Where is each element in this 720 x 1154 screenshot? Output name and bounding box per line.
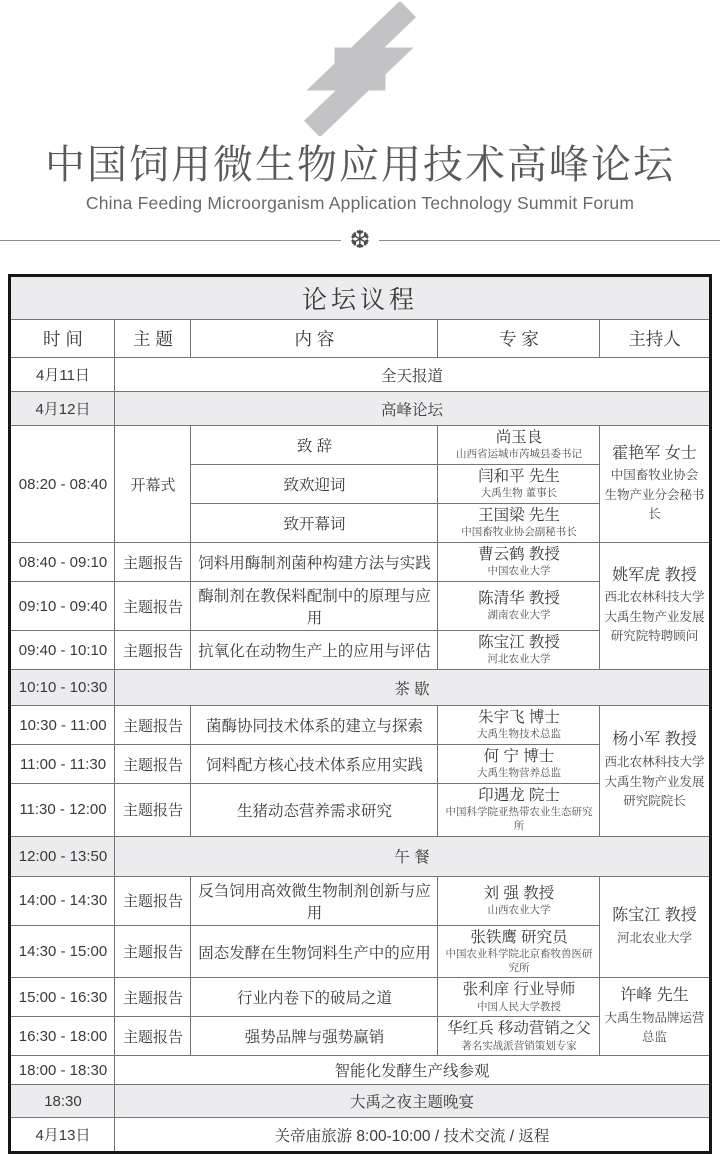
session-label-cell: 茶 歇 (115, 670, 710, 706)
topic-cell: 主题报告 (115, 784, 191, 837)
session-label-cell: 高峰论坛 (115, 392, 710, 426)
expert-affiliation: 湖南农业大学 (487, 609, 551, 622)
divider-line-left (0, 240, 341, 241)
topic-cell: 开幕式 (115, 426, 191, 543)
expert-cell (438, 784, 600, 837)
content-cell: 致 辞 (191, 426, 438, 465)
expert-cell (438, 925, 600, 978)
talk-row (10, 706, 710, 745)
content-cell: 致欢迎词 (191, 465, 438, 504)
column-header-content: 内 容 (191, 320, 438, 358)
host-affiliation-line: 研究院特聘顾问 (610, 629, 699, 644)
topic-cell: 主题报告 (115, 876, 191, 925)
expert-affiliation: 中国科学院亚热带农业生态研究所 (445, 806, 593, 833)
host-name: 杨小军 教授 (612, 731, 697, 749)
column-header-expert: 专 家 (438, 320, 600, 358)
expert-affiliation: 山西农业大学 (487, 904, 551, 917)
agenda-title: 论坛议程 (10, 276, 710, 320)
time-cell: 14:30 - 15:00 (10, 925, 115, 978)
expert-affiliation: 著名实战派营销策划专家 (461, 1039, 577, 1052)
column-header-time: 时 间 (10, 320, 115, 358)
expert-cell (438, 504, 600, 543)
opening-ceremony-row-1 (10, 426, 710, 465)
host-affiliation-line: 西北农林科技大学 (604, 755, 705, 770)
banquet-row (10, 1085, 710, 1118)
page-subtitle: China Feeding Microorganism Application Technology Summit Forum (85, 193, 635, 213)
host-cell (600, 876, 710, 978)
expert-affiliation: 山西省运城市芮城县委书记 (455, 448, 582, 461)
expert-cell (438, 582, 600, 631)
expert-name: 曹云鹤 教授 (478, 546, 560, 564)
time-cell: 09:40 - 10:10 (10, 631, 115, 670)
expert-affiliation: 大禹生物营养总监 (476, 767, 561, 780)
tea-break-row (10, 670, 710, 706)
time-cell: 4月13日 (10, 1118, 115, 1153)
expert-affiliation: 大禹生物技术总监 (476, 728, 561, 741)
time-cell: 08:20 - 08:40 (10, 426, 115, 543)
content-cell: 生猪动态营养需求研究 (191, 784, 438, 837)
expert-cell (438, 631, 600, 670)
time-cell: 10:10 - 10:30 (10, 670, 115, 706)
content-cell: 致开幕词 (191, 504, 438, 543)
expert-name: 张铁鹰 研究员 (470, 928, 568, 946)
divider-line-right (379, 240, 720, 241)
topic-cell: 主题报告 (115, 543, 191, 582)
expert-name: 张利庠 行业导师 (462, 981, 576, 999)
column-header-host: 主持人 (600, 320, 710, 358)
session-label-cell: 午 餐 (115, 836, 710, 876)
expert-name: 闫和平 先生 (478, 468, 560, 486)
expert-cell (438, 706, 600, 745)
topic-cell: 主题报告 (115, 1017, 191, 1056)
content-cell: 抗氧化在动物生产上的应用与评估 (191, 631, 438, 670)
host-affiliation-line: 中国畜牧业协会 (610, 468, 699, 483)
expert-affiliation: 中国人民大学教授 (476, 1000, 561, 1013)
session-label-cell: 关帝庙旅游 8:00-10:00 / 技术交流 / 返程 (115, 1118, 710, 1153)
time-cell: 15:00 - 16:30 (10, 978, 115, 1017)
talk-row (10, 876, 710, 925)
topic-cell: 主题报告 (115, 925, 191, 978)
time-cell: 08:40 - 09:10 (10, 543, 115, 582)
host-affiliation-line: 大禹生物品牌运营总监 (604, 1010, 705, 1045)
factory-tour-row (10, 1056, 710, 1085)
snowflake-icon: ❆ (349, 225, 371, 254)
session-label-cell: 大禹之夜主题晚宴 (115, 1085, 710, 1118)
expert-affiliation: 中国农业大学 (487, 565, 551, 578)
time-cell: 4月11日 (10, 358, 115, 392)
time-cell: 14:00 - 14:30 (10, 876, 115, 925)
content-cell: 反刍饲用高效微生物制剂创新与应用 (191, 876, 438, 925)
content-cell: 行业内卷下的破局之道 (191, 978, 438, 1017)
expert-cell (438, 978, 600, 1017)
host-cell (600, 978, 710, 1056)
host-name: 陈宝江 教授 (612, 907, 697, 924)
lunch-row (10, 836, 710, 876)
content-cell: 酶制剂在教保料配制中的原理与应用 (191, 582, 438, 631)
host-affiliation-line: 生物产业分会秘书长 (604, 487, 705, 522)
talk-row (10, 978, 710, 1017)
time-cell: 18:30 (10, 1085, 115, 1118)
expert-affiliation: 大禹生物 董事长 (480, 487, 558, 500)
expert-name: 王国梁 先生 (478, 507, 560, 525)
column-header-row (10, 320, 710, 358)
time-cell: 12:00 - 13:50 (10, 836, 115, 876)
expert-name: 华红兵 移动营销之父 (447, 1020, 591, 1038)
host-cell (600, 543, 710, 670)
expert-cell (438, 876, 600, 925)
time-cell: 11:00 - 11:30 (10, 745, 115, 784)
host-name: 许峰 先生 (620, 987, 689, 1005)
day-row-april-12 (10, 392, 710, 426)
header-divider (0, 226, 720, 254)
page-title: 中国饲用微生物应用技术高峰论坛 (45, 143, 675, 187)
agenda-title-row (10, 276, 710, 320)
expert-name: 何 宁 博士 (483, 748, 555, 766)
expert-name: 刘 强 教授 (483, 884, 555, 902)
host-name: 霍艳军 女士 (612, 444, 697, 462)
expert-name: 陈宝江 教授 (478, 634, 560, 652)
expert-cell (438, 745, 600, 784)
expert-cell (438, 1017, 600, 1056)
host-affiliation-line: 河北农业大学 (616, 930, 692, 945)
host-cell (600, 426, 710, 543)
topic-cell: 主题报告 (115, 706, 191, 745)
expert-name: 朱宇飞 博士 (478, 709, 560, 727)
day-row-april-11 (10, 358, 710, 392)
departure-row (10, 1118, 710, 1153)
host-affiliation-line: 研究院院长 (623, 794, 686, 808)
expert-cell (438, 543, 600, 582)
dayu-logo-icon (287, 2, 433, 136)
content-cell: 固态发酵在生物饲料生产中的应用 (191, 925, 438, 978)
topic-cell: 主题报告 (115, 582, 191, 631)
expert-name: 印遇龙 院士 (478, 787, 560, 805)
host-affiliation-line: 大禹生物产业发展 (604, 774, 705, 789)
content-cell: 饲料用酶制剂菌种构建方法与实践 (191, 543, 438, 582)
time-cell: 09:10 - 09:40 (10, 582, 115, 631)
time-cell: 18:00 - 18:30 (10, 1056, 115, 1085)
topic-cell: 主题报告 (115, 745, 191, 784)
host-affiliation-line: 大禹生物产业发展 (604, 609, 705, 624)
content-cell: 强势品牌与强势赢销 (191, 1017, 438, 1056)
session-label-cell: 全天报道 (115, 358, 710, 392)
session-label-cell: 智能化发酵生产线参观 (115, 1056, 710, 1085)
host-affiliation-line: 西北农林科技大学 (604, 590, 705, 605)
time-cell: 11:30 - 12:00 (10, 784, 115, 837)
expert-affiliation: 中国畜牧业协会副秘书长 (461, 526, 577, 539)
content-cell: 饲料配方核心技术体系应用实践 (191, 745, 438, 784)
expert-cell (438, 426, 600, 465)
agenda-table (8, 274, 711, 1154)
content-cell: 菌酶协同技术体系的建立与探索 (191, 706, 438, 745)
expert-affiliation: 河北农业大学 (487, 653, 551, 666)
topic-cell: 主题报告 (115, 978, 191, 1017)
expert-name: 陈清华 教授 (478, 590, 560, 608)
host-cell (600, 706, 710, 837)
topic-cell: 主题报告 (115, 631, 191, 670)
talk-row (10, 543, 710, 582)
time-cell: 16:30 - 18:00 (10, 1017, 115, 1056)
expert-name: 尚玉良 (495, 429, 543, 446)
expert-cell (438, 465, 600, 504)
time-cell: 4月12日 (10, 392, 115, 426)
expert-affiliation: 中国农业科学院北京畜牧兽医研究所 (445, 948, 593, 974)
time-cell: 10:30 - 11:00 (10, 706, 115, 745)
host-name: 姚军虎 教授 (612, 566, 697, 584)
column-header-topic: 主 题 (115, 320, 191, 358)
